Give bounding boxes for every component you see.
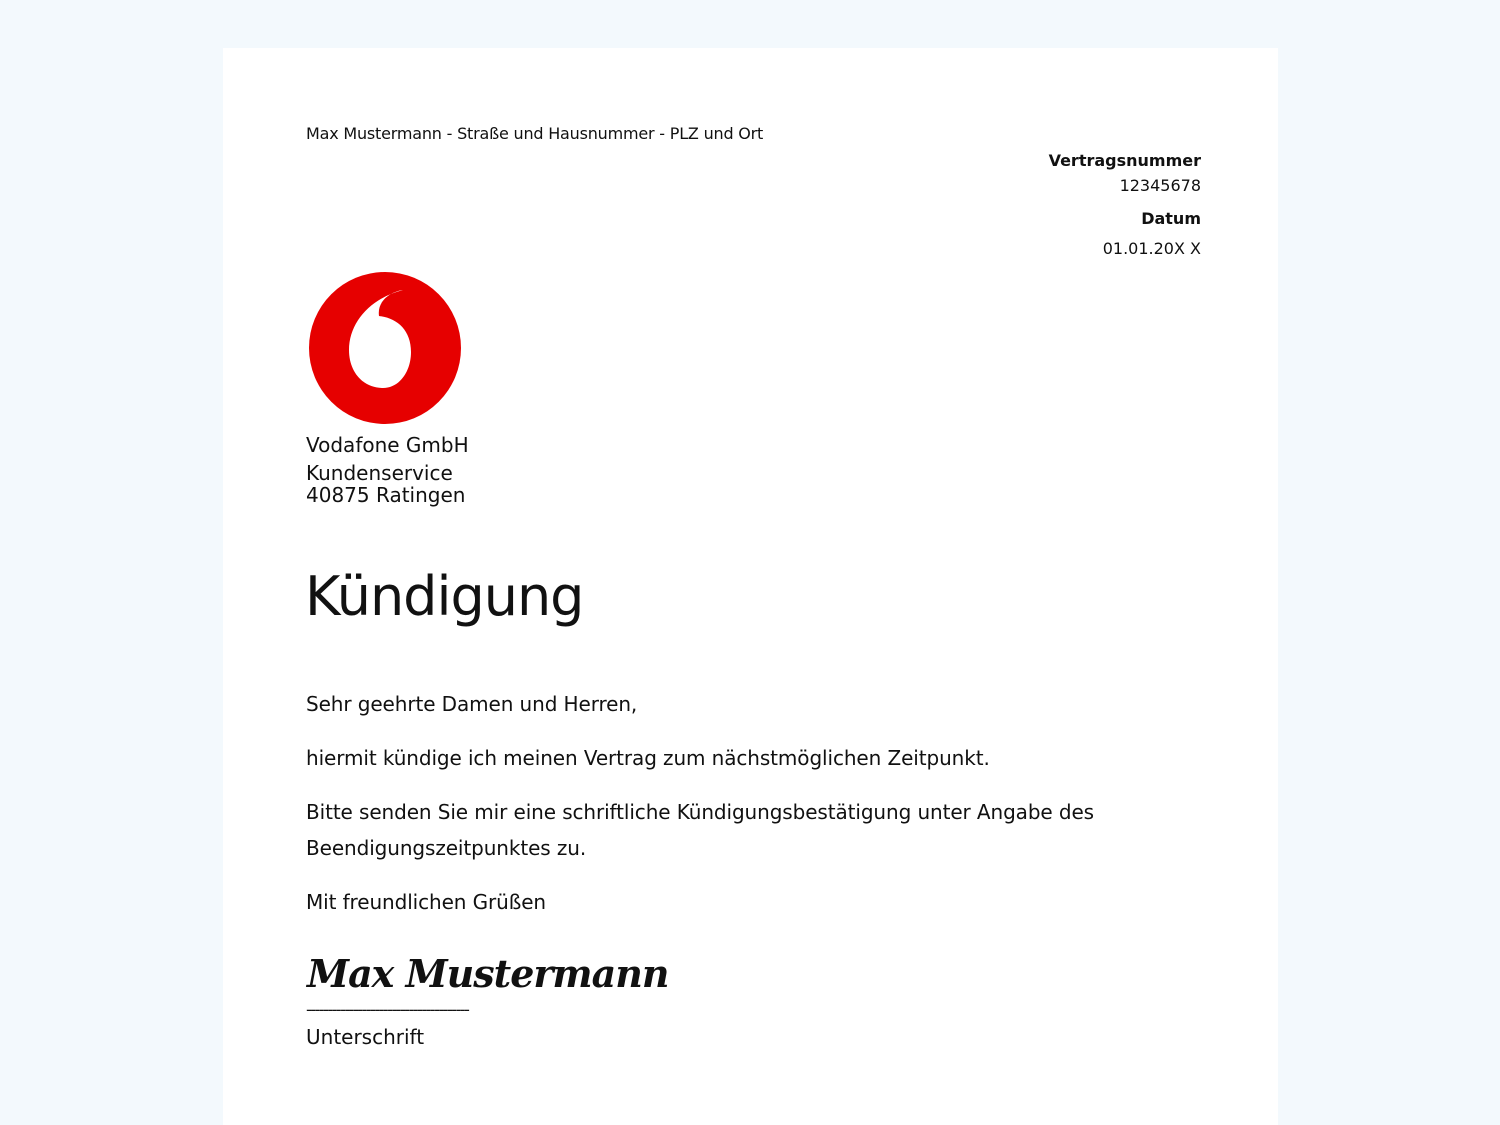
letter-body <box>306 686 1126 938</box>
date-label: Datum <box>1141 209 1201 228</box>
body-paragraph-2: Bitte senden Sie mir eine schriftliche Kündigungsbestätigung unter Angabe des Beendigungszeitpunktes zu. <box>306 800 1095 860</box>
vodafone-logo-icon <box>307 270 463 426</box>
recipient-department: Kundenservice <box>306 461 453 485</box>
closing: Mit freundlichen Grüßen <box>306 890 546 914</box>
contract-number-label: Vertragsnummer <box>1048 151 1201 170</box>
sender-address-line: Max Mustermann - Straße und Hausnummer - PLZ und Ort <box>306 124 764 143</box>
recipient-city: 40875 Ratingen <box>306 483 466 507</box>
date-value: 01.01.20X X <box>1102 239 1201 258</box>
signature-script: Max Mustermann <box>307 951 669 996</box>
letter-title: Kündigung <box>305 565 584 628</box>
salutation: Sehr geehrte Damen und Herren, <box>306 692 638 716</box>
signature-label: Unterschrift <box>306 1025 425 1049</box>
letter-page <box>223 48 1278 1125</box>
signature-line: -------------------------------------- <box>306 1000 469 1019</box>
letter-meta <box>1049 151 1201 259</box>
contract-number-value: 12345678 <box>1119 176 1201 195</box>
recipient-company: Vodafone GmbH <box>306 433 469 457</box>
body-paragraph-1: hiermit kündige ich meinen Vertrag zum nächstmöglichen Zeitpunkt. <box>306 746 990 770</box>
recipient-address <box>306 434 469 506</box>
